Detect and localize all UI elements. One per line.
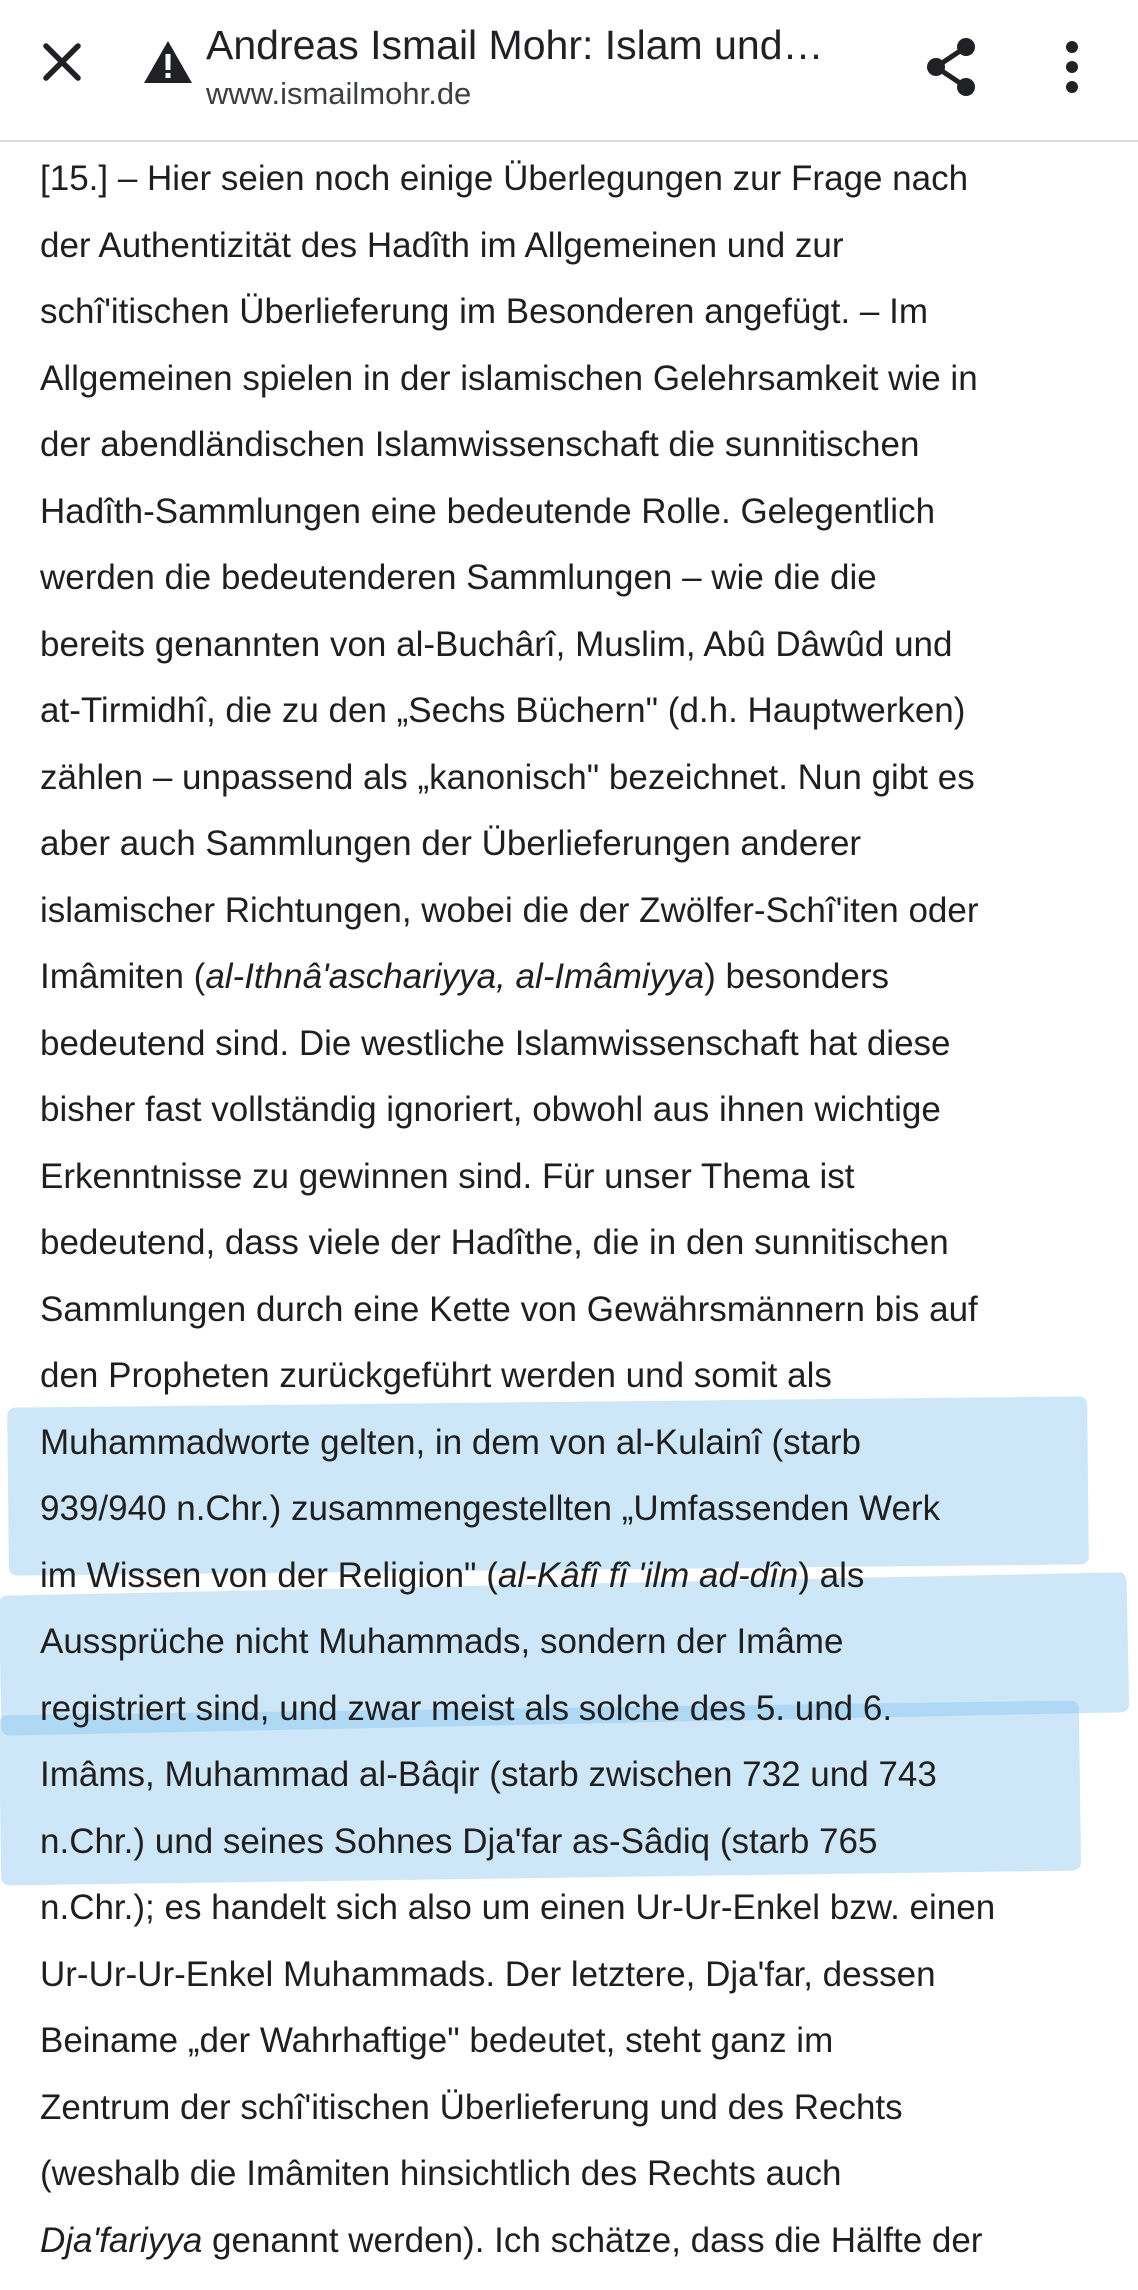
share-button[interactable]: [912, 22, 992, 112]
line-text: Erkenntnisse zu gewinnen sind. Für unser Thema ist: [40, 1156, 855, 1196]
article-line: [40, 1543, 1120, 1610]
line-text: registriert sind, und zwar meist als solche des 5. und 6.: [40, 1688, 893, 1728]
line-text: Ur-Ur-Ur-Enkel Muhammads. Der letztere, Dja'far, dessen: [40, 1954, 936, 1994]
line-text: im Wissen von der Religion" (: [40, 1555, 498, 1595]
line-text: der Authentizität des Hadîth im Allgemeinen und zur: [40, 225, 844, 265]
article-content[interactable]: [0, 142, 1138, 2290]
article-line: [40, 1077, 1120, 1144]
article-line: [40, 346, 1120, 413]
page-title-block[interactable]: [206, 16, 886, 114]
article-line: [40, 1942, 1120, 2009]
article-line: [40, 1609, 1120, 1676]
article-line: [40, 2075, 1120, 2142]
article-line: [40, 1210, 1120, 1277]
article-paragraph: [40, 146, 1120, 2274]
article-line: [40, 279, 1120, 346]
article-line: [40, 678, 1120, 745]
italic-term: al-Ithnâ'aschariyya, al-Imâmiyya: [205, 957, 705, 996]
more-vert-icon: [1062, 39, 1082, 95]
line-text: (weshalb die Imâmiten hinsichtlich des Rechts auch: [40, 2154, 842, 2193]
article-line: [40, 213, 1120, 280]
article-line: [40, 1410, 1120, 1477]
line-text: ) als: [798, 1555, 865, 1595]
line-text: Imâms, Muhammad al-Bâqir (starb zwischen 732 und 743: [40, 1755, 937, 1794]
line-text: bedeutend sind. Die westliche Islamwissenschaft hat diese: [40, 1023, 951, 1063]
page-url: www.ismailmohr.de: [206, 76, 472, 111]
article-line: [40, 1875, 1120, 1942]
close-icon: [40, 40, 84, 84]
article-line: [40, 1809, 1120, 1876]
article-line: [40, 2141, 1120, 2208]
article-line: [40, 878, 1120, 945]
line-text: zählen – unpassend als „kanonisch" bezeichnet. Nun gibt es: [40, 757, 975, 797]
line-text: schî'itischen Überlieferung im Besonderen angefügt. – Im: [40, 292, 929, 331]
line-text: Aussprüche nicht Muhammads, sondern der Imâme: [40, 1622, 844, 1661]
italic-term: al-Kâfî fî 'ilm ad-dîn: [497, 1555, 799, 1595]
line-text: n.Chr.); es handelt sich also um einen Ur-Ur-Enkel bzw. einen: [40, 1888, 996, 1927]
line-text: [15.] – Hier seien noch einige Überlegungen zur Frage nach: [40, 159, 969, 198]
line-text: bereits genannten von al-Buchârî, Muslim, Abû Dâwûd und: [40, 624, 953, 664]
italic-term: Dja'fariyya: [40, 2220, 203, 2260]
page-title: Andreas Ismail Mohr: Islam und…: [206, 22, 824, 68]
article-line: [40, 1144, 1120, 1211]
article-line: [40, 1676, 1120, 1743]
article-line: [40, 146, 1120, 213]
line-text: Imâmiten (: [40, 957, 206, 996]
share-icon: [924, 37, 980, 97]
line-text: islamischer Richtungen, wobei die der Zwölfer-Schî'iten oder: [40, 890, 979, 930]
browser-top-bar: [0, 0, 1138, 142]
article-line: [40, 1343, 1120, 1410]
line-text: ) besonders: [704, 957, 889, 996]
line-text: Sammlungen durch eine Kette von Gewährsmännern bis auf: [40, 1289, 978, 1329]
line-text: genannt werden). Ich schätze, dass die Hälfte der: [202, 2220, 983, 2260]
article-line: [40, 1277, 1120, 1344]
article-line: [40, 2208, 1120, 2275]
line-text: 939/940 n.Chr.) zusammengestellten „Umfassenden Werk: [40, 1489, 941, 1528]
article-line: [40, 1011, 1120, 1078]
article-line: [40, 545, 1120, 612]
line-text: Hadîth-Sammlungen eine bedeutende Rolle. Gelegentlich: [40, 491, 936, 531]
warning-icon[interactable]: [142, 38, 194, 86]
line-text: Zentrum der schî'itischen Überlieferung und des Rechts: [40, 2087, 903, 2127]
more-options-button[interactable]: [1032, 22, 1112, 112]
article-line: [40, 1742, 1120, 1809]
article-line: [40, 612, 1120, 679]
line-text: aber auch Sammlungen der Überlieferungen anderer: [40, 824, 862, 863]
line-text: bisher fast vollständig ignoriert, obwohl aus ihnen wichtige: [40, 1090, 941, 1129]
line-text: der abendländischen Islamwissenschaft die sunnitischen: [40, 425, 920, 464]
line-text: Muhammadworte gelten, in dem von al-Kulainî (starb: [40, 1422, 861, 1462]
line-text: den Propheten zurückgeführt werden und somit als: [40, 1356, 832, 1395]
line-text: werden die bedeutenderen Sammlungen – wie die die: [40, 558, 877, 597]
line-text: Beiname „der Wahrhaftige" bedeutet, steht ganz im: [40, 2021, 834, 2060]
article-line: [40, 944, 1120, 1011]
close-button[interactable]: [22, 22, 102, 102]
line-text: n.Chr.) und seines Sohnes Dja'far as-Sâdiq (starb 765: [40, 1821, 878, 1861]
line-text: bedeutend, dass viele der Hadîthe, die in den sunnitischen: [40, 1223, 949, 1262]
article-line: [40, 412, 1120, 479]
line-text: Allgemeinen spielen in der islamischen Gelehrsamkeit wie in: [40, 358, 978, 398]
line-text: at-Tirmidhî, die zu den „Sechs Büchern" (d.h. Hauptwerken): [40, 691, 966, 730]
article-line: [40, 811, 1120, 878]
article-line: [40, 2008, 1120, 2075]
article-line: [40, 745, 1120, 812]
article-line: [40, 1476, 1120, 1543]
article-line: [40, 479, 1120, 546]
